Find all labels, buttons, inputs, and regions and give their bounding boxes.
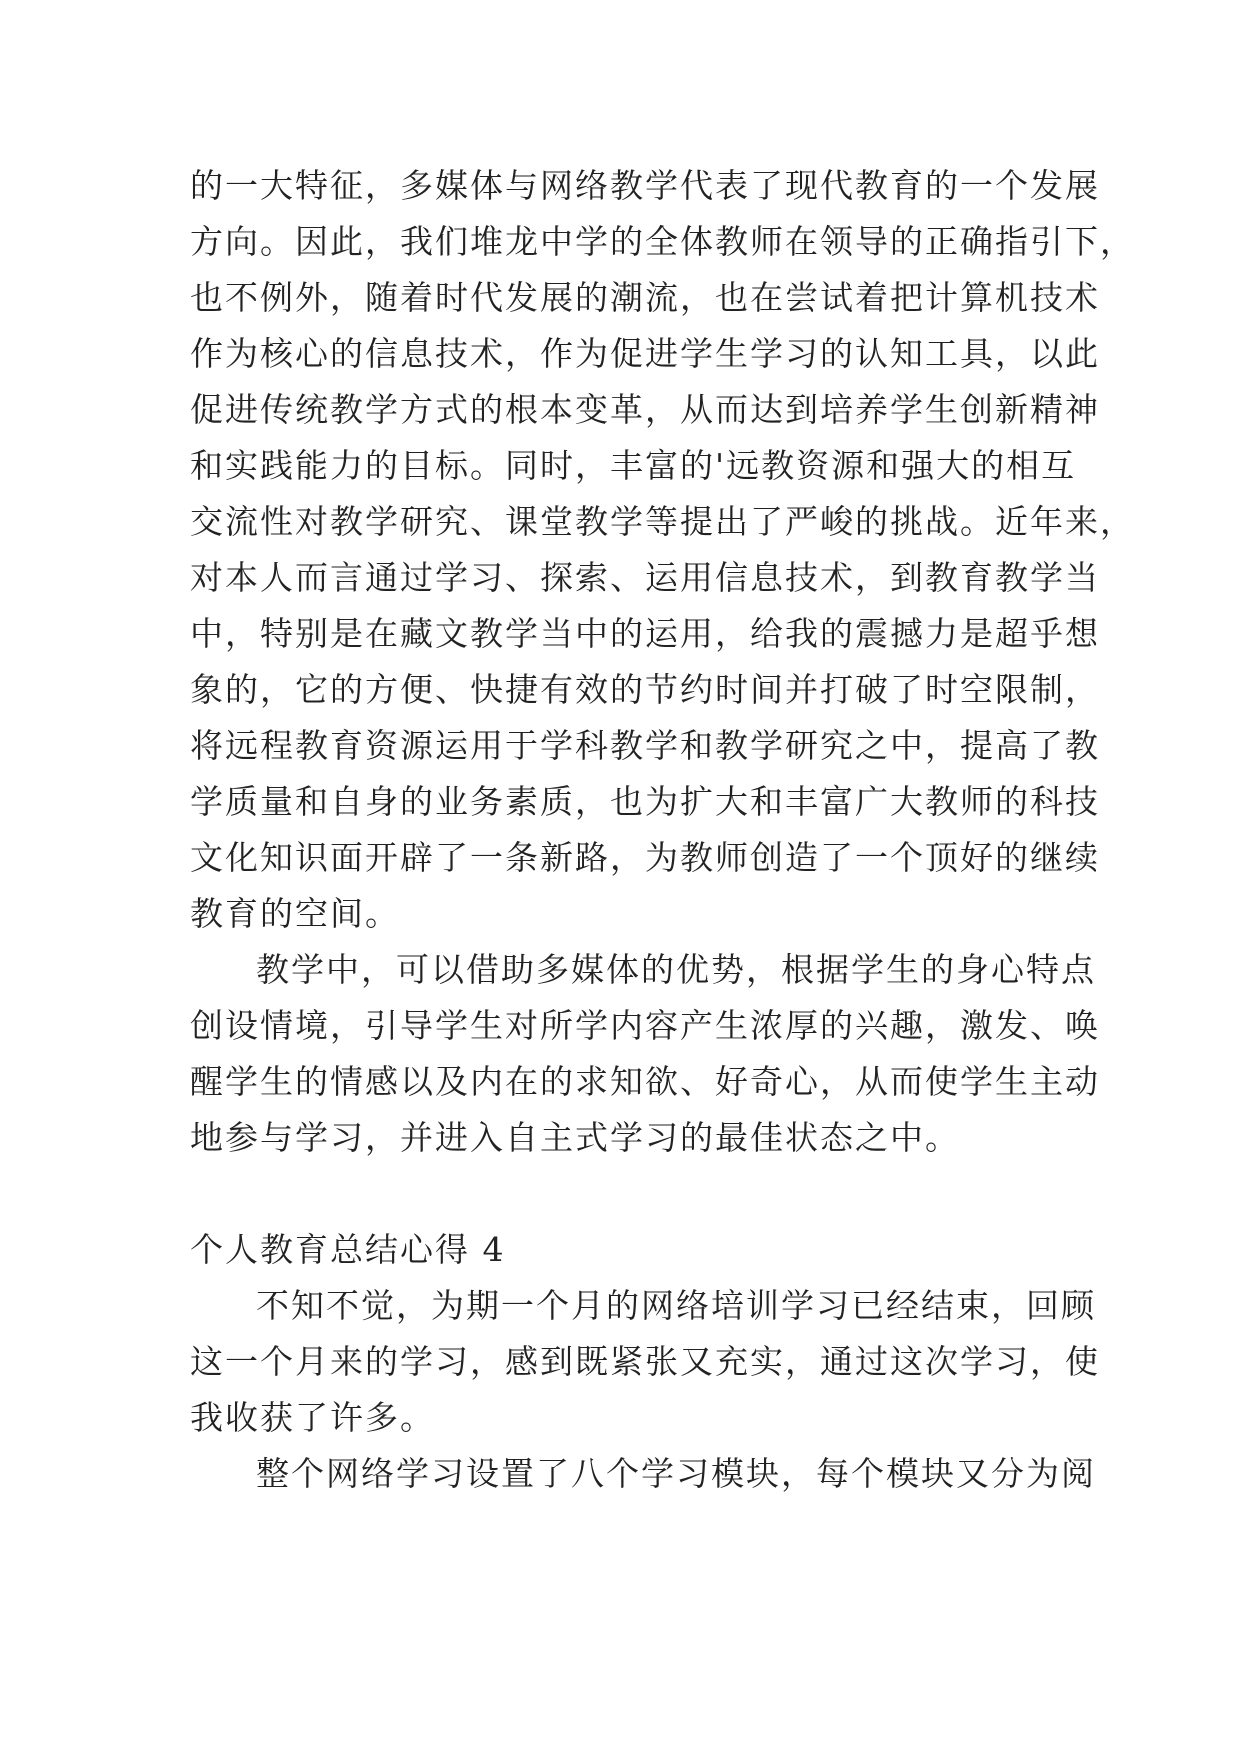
text-line: 象的，它的方便、快捷有效的节约时间并打破了时空限制，	[190, 670, 1100, 709]
paragraph-3	[190, 1278, 1100, 1446]
document-body	[190, 158, 1135, 1502]
text-line: 教学中，可以借助多媒体的优势，根据学生的身心特点	[256, 950, 1096, 989]
paragraph-4	[190, 1446, 1096, 1502]
text-line: 这一个月来的学习，感到既紧张又充实，通过这次学习，使	[190, 1342, 1100, 1381]
text-line: 整个网络学习设置了八个学习模块，每个模块又分为阅	[256, 1454, 1096, 1493]
text-line: 创设情境，引导学生对所学内容产生浓厚的兴趣，激发、唤	[190, 1006, 1100, 1045]
text-line: 不知不觉，为期一个月的网络培训学习已经结束，回顾	[256, 1286, 1096, 1325]
text-line: 和实践能力的目标。同时，丰富的'远教资源和强大的相互	[190, 446, 1077, 485]
paragraph-2	[190, 942, 1100, 1166]
text-line: 促进传统教学方式的根本变革，从而达到培养学生创新精神	[190, 390, 1100, 429]
text-line: 也不例外，随着时代发展的潮流，也在尝试着把计算机技术	[190, 278, 1100, 317]
text-line: 教育的空间。	[190, 894, 400, 933]
text-line: 我收获了许多。	[190, 1398, 435, 1437]
text-line: 地参与学习，并进入自主式学习的最佳状态之中。	[190, 1118, 960, 1157]
text-line: 醒学生的情感以及内在的求知欲、好奇心，从而使学生主动	[190, 1062, 1100, 1101]
text-line: 文化知识面开辟了一条新路，为教师创造了一个顶好的继续	[190, 838, 1100, 877]
text-line: 交流性对教学研究、课堂教学等提出了严峻的挑战。近年来，	[190, 502, 1135, 541]
section-heading: 个人教育总结心得 4	[190, 1230, 506, 1269]
paragraph-1	[190, 158, 1135, 942]
text-line: 中，特别是在藏文教学当中的运用，给我的震撼力是超乎想	[190, 614, 1100, 653]
text-line: 学质量和自身的业务素质，也为扩大和丰富广大教师的科技	[190, 782, 1100, 821]
text-line: 作为核心的信息技术，作为促进学生学习的认知工具，以此	[190, 334, 1100, 373]
paragraph-gap	[190, 1166, 1070, 1222]
text-line: 的一大特征，多媒体与网络教学代表了现代教育的一个发展	[190, 166, 1100, 205]
text-line: 方向。因此，我们堆龙中学的全体教师在领导的正确指引下，	[190, 222, 1135, 261]
text-line: 将远程教育资源运用于学科教学和教学研究之中，提高了教	[190, 726, 1100, 765]
text-line: 对本人而言通过学习、探索、运用信息技术，到教育教学当	[190, 558, 1100, 597]
